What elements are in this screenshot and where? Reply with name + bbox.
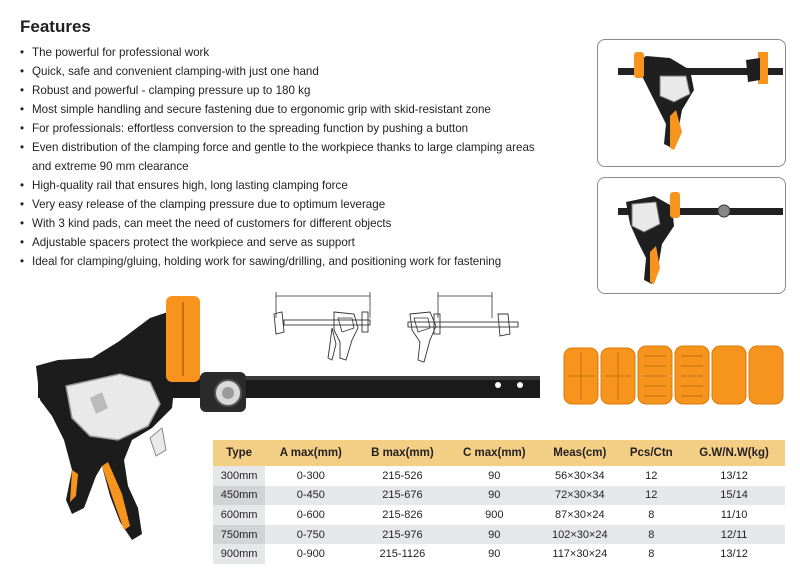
table-cell: 215-676 (356, 486, 448, 506)
table-cell: 750mm (213, 525, 265, 545)
table-cell: 8 (619, 544, 683, 564)
table-row (213, 486, 785, 506)
table-cell: 72×30×34 (540, 486, 619, 506)
column-header: Pcs/Ctn (619, 440, 683, 466)
table-cell: 13/12 (683, 544, 785, 564)
column-header: A max(mm) (265, 440, 356, 466)
features-list (18, 43, 538, 271)
table-header-row (213, 440, 785, 466)
table-cell: 215-1126 (356, 544, 448, 564)
spreader-photo-illustration (598, 178, 785, 293)
table-cell: 90 (448, 486, 540, 506)
table-cell: 8 (619, 525, 683, 545)
table-cell: 12 (619, 486, 683, 506)
table-cell: 90 (448, 466, 540, 486)
column-header: Meas(cm) (540, 440, 619, 466)
table-cell: 900mm (213, 544, 265, 564)
table-cell: 11/10 (683, 505, 785, 525)
table-cell: 8 (619, 505, 683, 525)
feature-item: • Robust and powerful - clamping pressure up to 180 kg (18, 81, 538, 100)
table-cell: 56×30×34 (540, 466, 619, 486)
feature-item: • Most simple handling and secure fastening due to ergonomic grip with skid-resistant zone (18, 100, 538, 119)
feature-item: • Very easy release of the clamping pressure due to optimum leverage (18, 195, 538, 214)
table-cell: 102×30×24 (540, 525, 619, 545)
clamping-mode-photo (597, 39, 786, 167)
table-cell: 0-750 (265, 525, 356, 545)
table-cell: 450mm (213, 486, 265, 506)
table-cell: 900 (448, 505, 540, 525)
table-cell: 215-526 (356, 466, 448, 486)
column-header: Type (213, 440, 265, 466)
table-cell: 0-900 (265, 544, 356, 564)
table-cell: 90 (448, 544, 540, 564)
table-row (213, 525, 785, 545)
table-cell: 15/14 (683, 486, 785, 506)
feature-item: • For professionals: effortless conversion to the spreading function by pushing a button (18, 119, 538, 138)
table-row (213, 466, 785, 486)
table-cell: 90 (448, 525, 540, 545)
table-cell: 0-600 (265, 505, 356, 525)
table-cell: 87×30×24 (540, 505, 619, 525)
table-cell: 13/12 (683, 466, 785, 486)
feature-item: • High-quality rail that ensures high, long lasting clamping force (18, 176, 538, 195)
table-cell: 117×30×24 (540, 544, 619, 564)
table-cell: 0-450 (265, 486, 356, 506)
feature-item: • With 3 kind pads, can meet the need of customers for different objects (18, 214, 538, 233)
clamp-pads-illustration (560, 342, 790, 408)
features-heading: Features (20, 17, 91, 36)
table-cell: 12/11 (683, 525, 785, 545)
feature-item: • The powerful for professional work (18, 43, 538, 62)
clamp-photo-illustration (598, 40, 785, 166)
column-header: G.W/N.W(kg) (683, 440, 785, 466)
table-cell: 300mm (213, 466, 265, 486)
feature-item: • Quick, safe and convenient clamping-with just one hand (18, 62, 538, 81)
spec-table (213, 440, 785, 564)
spreading-mode-photo (597, 177, 786, 294)
table-cell: 12 (619, 466, 683, 486)
column-header: B max(mm) (356, 440, 448, 466)
table-cell: 600mm (213, 505, 265, 525)
table-row (213, 505, 785, 525)
table-cell: 215-976 (356, 525, 448, 545)
feature-item: • Ideal for clamping/gluing, holding work for sawing/drilling, and positioning work for fastening (18, 252, 538, 271)
feature-item: • Even distribution of the clamping force and gentle to the workpiece thanks to large clamping areas and extreme 90 mm clearance (18, 138, 538, 176)
table-row (213, 544, 785, 564)
table-cell: 0-300 (265, 466, 356, 486)
table-cell: 215-826 (356, 505, 448, 525)
feature-item: • Adjustable spacers protect the workpiece and serve as support (18, 233, 538, 252)
column-header: C max(mm) (448, 440, 540, 466)
